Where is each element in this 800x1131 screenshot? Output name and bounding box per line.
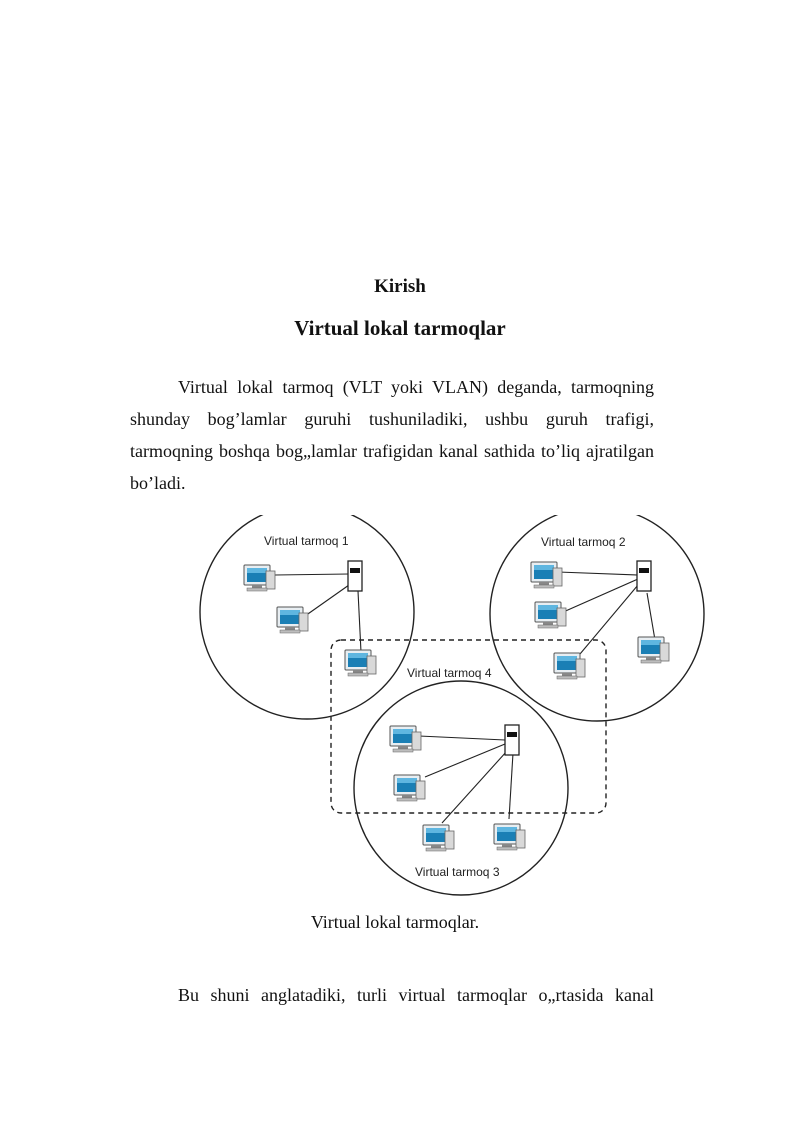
network-3-circle xyxy=(354,681,568,895)
computer-icon xyxy=(535,602,566,628)
network-1-label: Virtual tarmoq 1 xyxy=(264,534,349,548)
network-3-label: Virtual tarmoq 3 xyxy=(415,865,500,879)
intro-paragraph: Virtual lokal tarmoq (VLT yoki VLAN) deganda, tarmoqning shunday bog’lamlar guruhi tushuniladiki, ushbu guruh trafigi, tarmoqning boshqa bog„lamlar trafigidan kanal sathida to’liq ajratilgan bo’ladi. xyxy=(130,377,654,493)
network-4-label: Virtual tarmoq 4 xyxy=(407,666,492,680)
switch-icon xyxy=(637,561,651,591)
section-heading: Kirish xyxy=(374,276,426,297)
computer-icon xyxy=(390,726,421,752)
computer-icon xyxy=(394,775,425,801)
switch-icon xyxy=(505,725,519,755)
computer-icon xyxy=(554,653,585,679)
computer-icon xyxy=(345,650,376,676)
computer-icon xyxy=(638,637,669,663)
network-2-label: Virtual tarmoq 2 xyxy=(541,535,626,549)
switch-icon xyxy=(348,561,362,591)
figure-caption: Virtual lokal tarmoqlar. xyxy=(310,912,480,932)
computer-icon xyxy=(423,825,454,851)
computer-icon xyxy=(277,607,308,633)
body-paragraph: Bu shuni anglatadiki, turli virtual tarmoqlar o„rtasida kanal xyxy=(178,985,654,1005)
vlan-diagram xyxy=(195,515,715,905)
page-title: Virtual lokal tarmoqlar xyxy=(294,316,506,340)
computer-icon xyxy=(494,824,525,850)
computer-icon xyxy=(531,562,562,588)
computer-icon xyxy=(244,565,275,591)
